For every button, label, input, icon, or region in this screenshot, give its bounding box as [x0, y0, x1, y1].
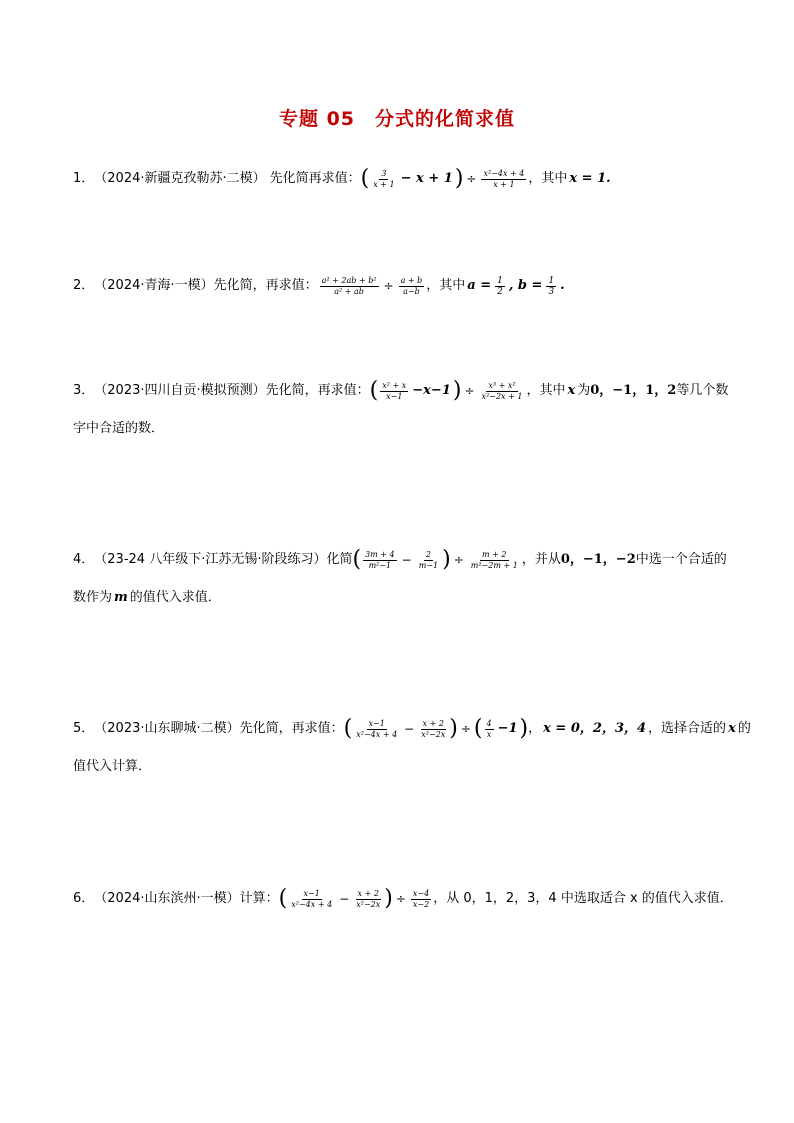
problem-number: 1． [73, 171, 95, 186]
fraction: $\frac{2}{m-1}$ [418, 549, 439, 570]
problem-1: 1． （2024·新疆克孜勒苏·二模） 先化简再求值： ( $\frac{3}{x + 1}$ − x + 1 ) ÷ $\frac{\text{x²−4x + 4}}{x + 1}$ ，其中 x = 1. [73, 160, 723, 198]
page-title [0, 104, 794, 131]
problem-line-2: 值代入计算． [73, 759, 152, 774]
problem-tail: ，选择合适的 [648, 721, 727, 736]
problem-source: （2024·青海·一模） [94, 278, 214, 293]
problem-tail: 等几个数 [676, 383, 729, 398]
fraction: $\frac{\text{x²−4x + 4}}{x + 1}$ [483, 168, 525, 189]
problem-tail: 中选一个合适的 [635, 552, 727, 567]
problem-tail: ，其中 [528, 171, 568, 186]
fraction: $\frac{4}{x}$ [486, 718, 492, 739]
value-list: x = 0，2，3，4 [543, 721, 647, 736]
problem-tail: ，其中 [426, 278, 466, 293]
title-topic-name: 分式的化简求值 [375, 108, 516, 130]
fraction: $\frac{x-4}{x-2}$ [412, 888, 430, 909]
fraction: $\frac{3}{x + 1}$ [373, 168, 395, 189]
value-list: 0，−1，1，2 [590, 383, 677, 398]
fraction: $\frac{3m + 4}{\text{m²−1}}$ [365, 549, 395, 570]
problem-number: 5． [73, 721, 95, 736]
problem-instruction: 先化简，再求值： [239, 721, 344, 736]
variable: x [728, 721, 736, 736]
fraction: $\frac{x + 2}{\text{x²−2x}}$ [356, 888, 381, 909]
problem-number: 4． [73, 552, 95, 567]
problem-line-2: 数作为 [73, 590, 113, 605]
variable: m [114, 590, 128, 605]
problem-6: 6． （2024·山东滨州·一模） 计算： ( $\frac{x-1}{\text{x²−4x + 4}}$ − $\frac{x + 2}{\text{x²−2x}}$ ) ÷ $\frac{x-4}{x-2}$ ，从 0，1，2，3，4 中选取适合 x 的值代入求值． [73, 880, 723, 918]
problem-tail: 为 [577, 383, 591, 398]
condition-b: , b = [508, 278, 543, 293]
problem-line-2: 字中合适的数． [73, 421, 165, 436]
expression-term: − x + 1 [400, 171, 453, 186]
fraction: $\frac{x-1}{\text{x²−4x + 4}}$ [356, 718, 398, 739]
problem-4: 4． （23-24 八年级下·江苏无锡·阶段练习） 化简 ( $\frac{3m + 4}{\text{m²−1}}$ − $\frac{2}{m-1}$ ) ÷ $\frac{m + 2}{\text{m²−2m + 1}}$ ，并从 0，−1，−2 中选一个合适的 数作为 m 的值代入求值． [73, 541, 723, 617]
problem-3: 3． （2023·四川自贡·模拟预测） 先化简，再求值： ( $\frac{\text{x² + x}}{x-1}$ −x−1 ) ÷ $\frac{\text{x³ + x²}}{\text{x²−2x + 1}}$ ，其中 x 为 0，−1，1，2 等几个数 字中合适的数． [73, 372, 723, 448]
problem-source: （23-24 八年级下·江苏无锡·阶段练习） [94, 552, 327, 567]
fraction: $\frac{\text{x² + x}}{x-1}$ [382, 380, 407, 401]
problem-number: 2． [73, 278, 95, 293]
problem-tail: 的 [737, 721, 751, 736]
problem-source: （2024·山东滨州·一模） [94, 891, 240, 906]
expression-term: −1 [497, 721, 518, 736]
value-list: 0，−1，−2 [560, 552, 636, 567]
title-topic-number: 专题 05 [278, 108, 356, 130]
fraction: $\frac{\text{a² + 2ab + b²}}{\text{a² + ab}}$ [321, 275, 377, 296]
problem-line-2-end: 的值代入求值． [129, 590, 221, 605]
problem-tail: ， [528, 721, 542, 736]
problem-tail: ，其中 [526, 383, 566, 398]
fraction: $\frac{x-1}{\text{x²−4x + 4}}$ [291, 888, 333, 909]
fraction: $\frac{\text{x³ + x²}}{\text{x²−2x + 1}}$ [481, 380, 523, 401]
period: . [560, 278, 565, 293]
fraction: $\frac{1}{3}$ [548, 275, 555, 297]
problem-5: 5． （2023·山东聊城·二模） 先化简，再求值： ( $\frac{x-1}{\text{x²−4x + 4}}$ − $\frac{x + 2}{\text{x²−2x}}$ ) ÷ ( $\frac{4}{x}$ −1 ) ， x = 0，2，3，4 ，选择合适的 x 的 值代入计算． [73, 710, 723, 786]
problem-tail: ，从 0，1，2，3，4 中选取适合 x 的值代入求值． [433, 891, 733, 906]
problem-source: （2024·新疆克孜勒苏·二模） [94, 171, 266, 186]
condition-a: a = [467, 278, 492, 293]
problem-instruction: 计算： [239, 891, 279, 906]
fraction: $\frac{1}{2}$ [497, 275, 503, 297]
variable: x [567, 383, 576, 398]
problem-instruction: 先化简再求值： [269, 171, 361, 186]
problem-source: （2023·四川自贡·模拟预测） [94, 383, 266, 398]
problem-2: 2． （2024·青海·一模） 先化简，再求值： $\frac{\text{a² + 2ab + b²}}{\text{a² + ab}}$ ÷ $\frac{a + b}{a-b}$ ，其中 a = $\frac{1}{2}$ , b = $\frac{1}{3}$ . [73, 267, 723, 305]
fraction: $\frac{x + 2}{\text{x²−2x}}$ [421, 718, 446, 739]
problem-instruction: 化简 [326, 552, 353, 567]
problem-number: 6． [73, 891, 95, 906]
problem-instruction: 先化简，再求值： [213, 278, 318, 293]
fraction: $\frac{m + 2}{\text{m²−2m + 1}}$ [470, 549, 518, 570]
condition: x = 1. [569, 171, 611, 186]
problem-number: 3． [73, 383, 95, 398]
problem-source: （2023·山东聊城·二模） [94, 721, 240, 736]
problem-tail: ，并从 [521, 552, 561, 567]
problem-instruction: 先化简，再求值： [265, 383, 370, 398]
expression-term: −x−1 [412, 383, 451, 398]
fraction: $\frac{a + b}{a-b}$ [400, 275, 423, 296]
